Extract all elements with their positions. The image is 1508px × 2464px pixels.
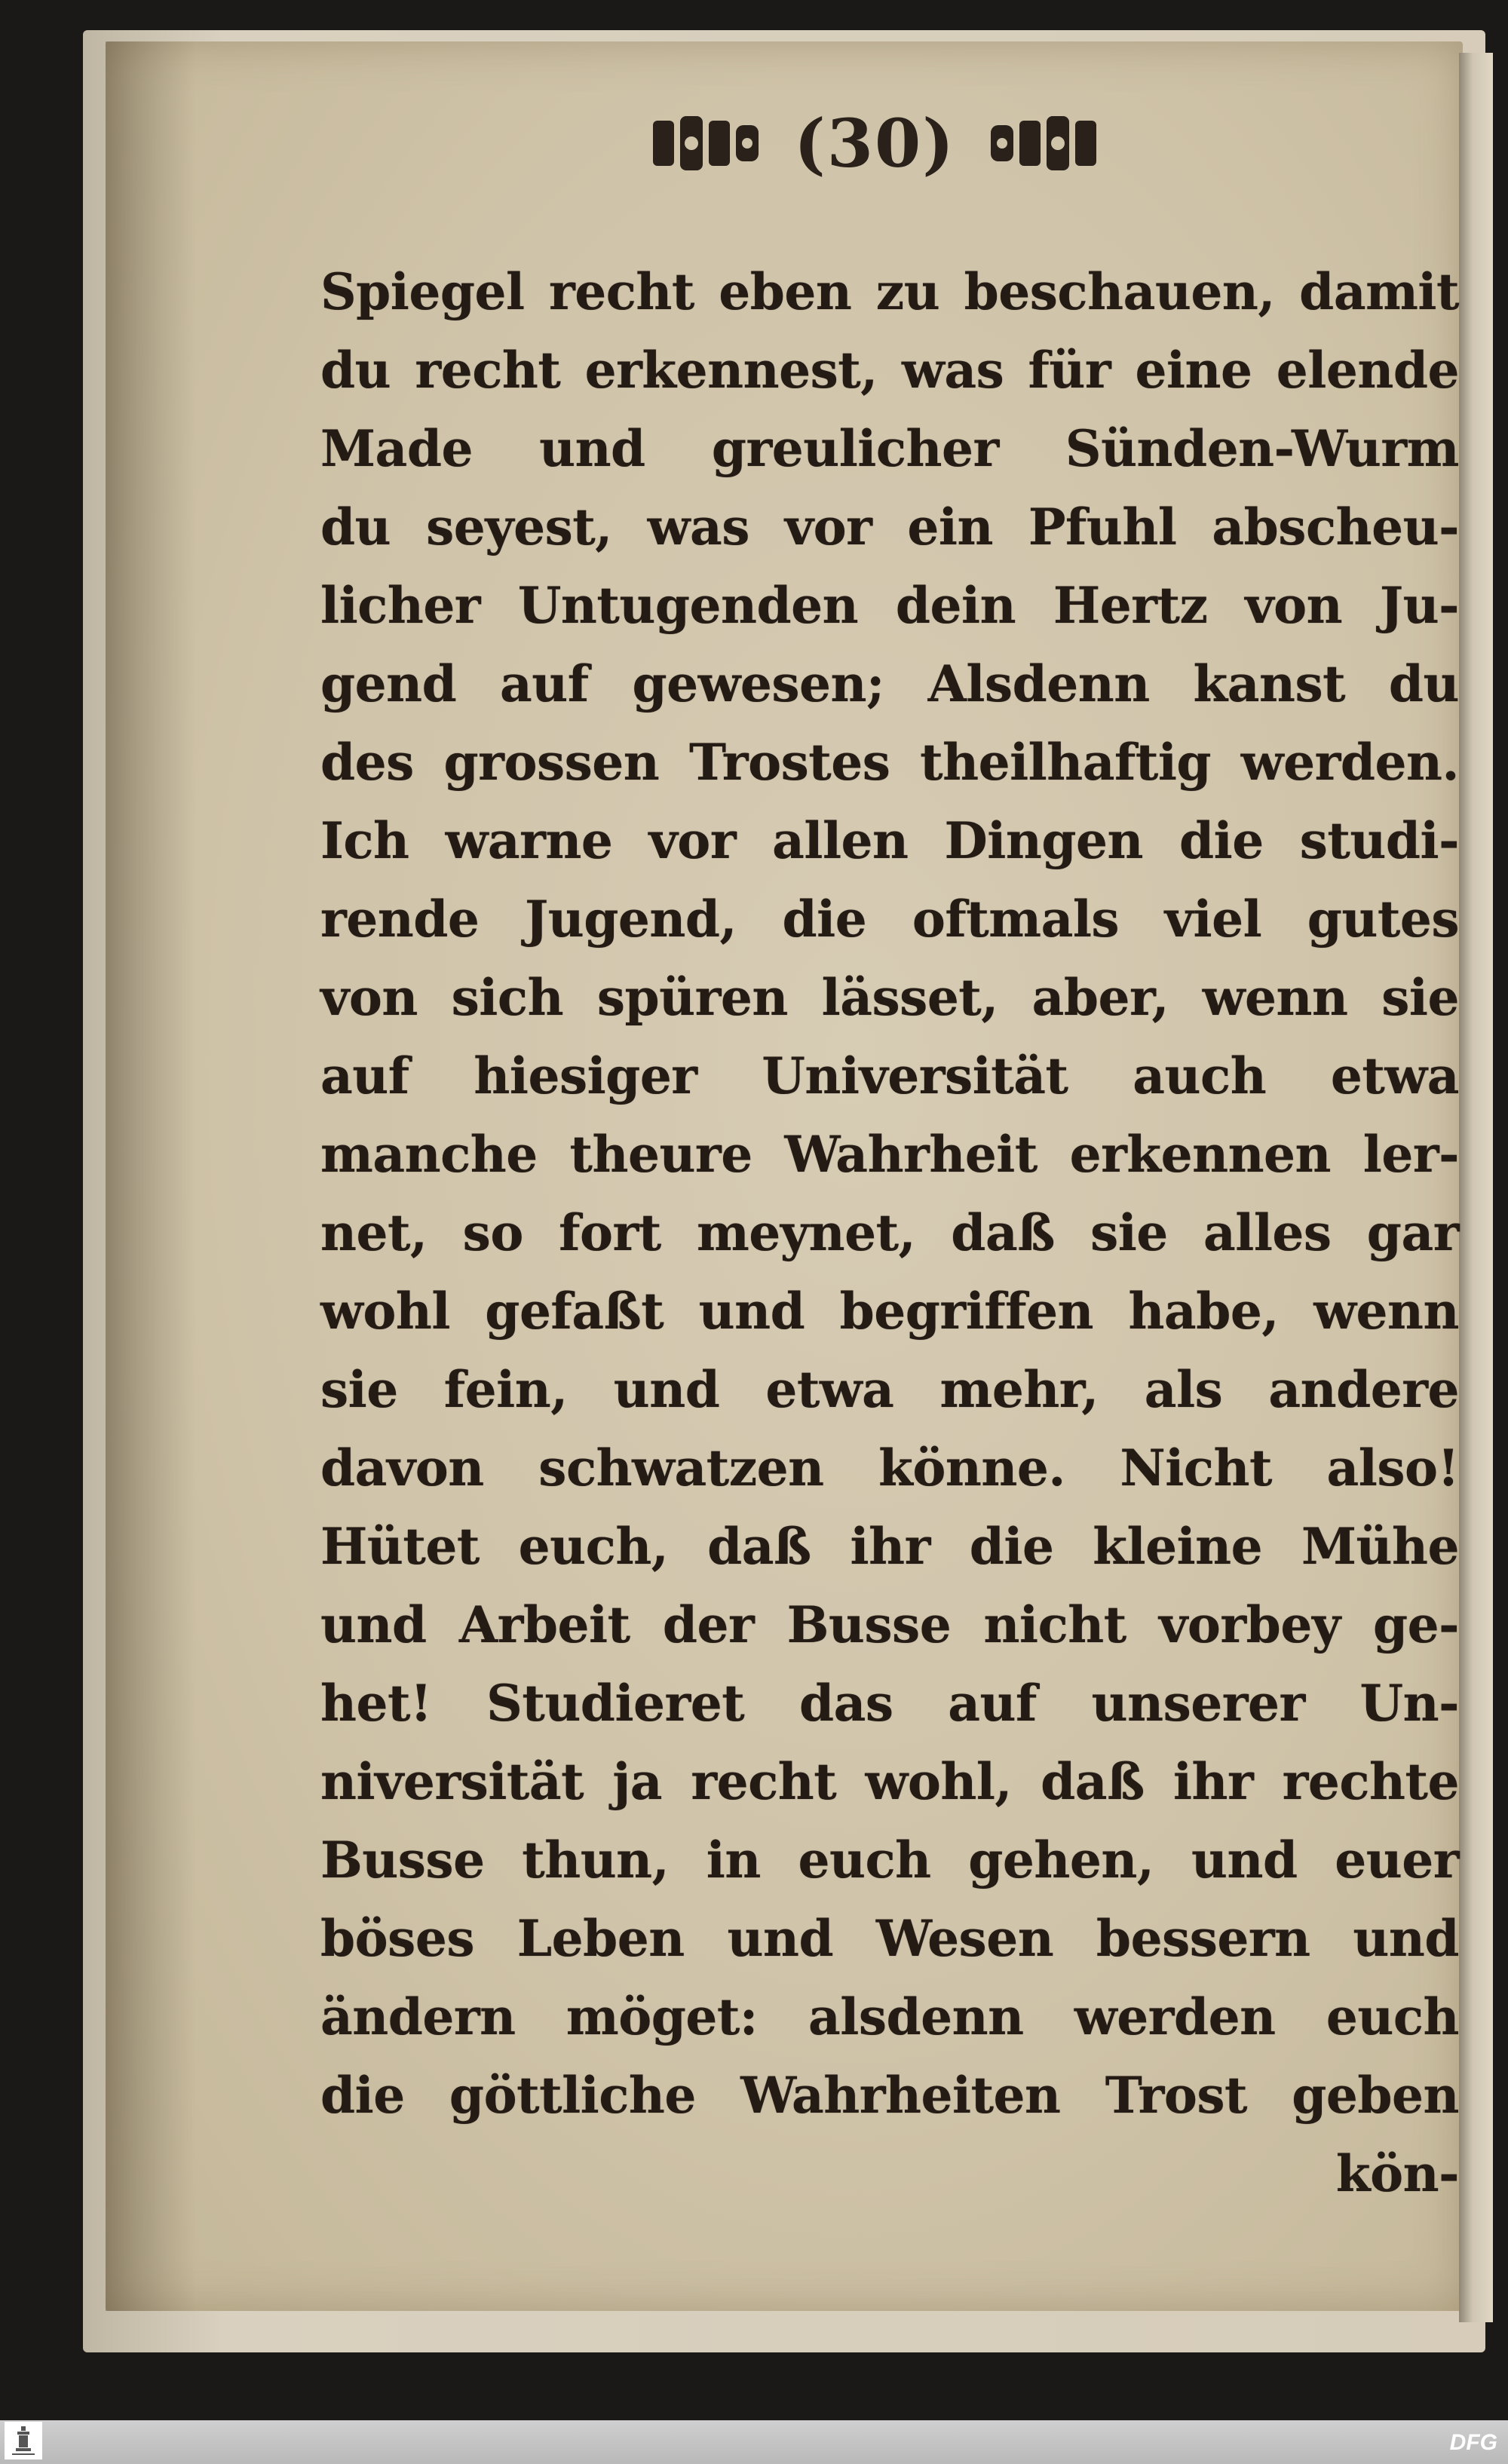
left-ornament-icon — [647, 113, 764, 173]
text-line: Hütet euch, daß ihr die kleine Mühe — [320, 1517, 1459, 1576]
text-line: Spiegel recht eben zu beschauen, damit — [320, 262, 1459, 321]
text-line: von sich spüren lässet, aber, wenn sie — [320, 968, 1459, 1027]
right-ornament-icon — [985, 113, 1102, 173]
library-logo-icon — [5, 2422, 42, 2459]
text-line: niversität ja recht wohl, daß ihr rechte — [320, 1752, 1459, 1811]
dfg-label: DFG — [1449, 2430, 1497, 2455]
text-line: Ich warne vor allen Dingen die studi- — [320, 811, 1459, 870]
text-line: licher Untugenden dein Hertz von Ju- — [320, 576, 1459, 635]
page-header — [588, 98, 1161, 188]
text-line: du recht erkennest, was für eine elende — [320, 341, 1459, 400]
text-line: böses Leben und Wesen bessern und — [320, 1909, 1459, 1968]
gutter-shadow — [106, 41, 196, 2311]
text-line: und Arbeit der Busse nicht vorbey ge- — [320, 1595, 1459, 1654]
text-line: rende Jugend, die oftmals viel gutes — [320, 890, 1459, 949]
text-line: wohl gefaßt und begriffen habe, wenn — [320, 1282, 1459, 1341]
text-line: davon schwatzen könne. Nicht also! — [320, 1439, 1459, 1497]
text-line: het! Studieret das auf unserer Un- — [320, 1674, 1459, 1733]
text-line: manche theure Wahrheit erkennen ler- — [320, 1125, 1459, 1184]
page-number: (30) — [794, 104, 955, 182]
text-line: Made und greulicher Sünden-Wurm — [320, 419, 1459, 478]
text-line: die göttliche Wahrheiten Trost geben — [320, 2066, 1459, 2125]
catchword: kön- — [1335, 2144, 1459, 2203]
text-line: Busse thun, in euch gehen, und euer — [320, 1831, 1459, 1889]
text-line: ändern möget: alsdenn werden euch — [320, 1987, 1459, 2046]
body-text — [320, 253, 1459, 2213]
text-line: gend auf gewesen; Alsdenn kanst du — [320, 654, 1459, 713]
text-line: des grossen Trostes theilhaftig werden. — [320, 733, 1459, 792]
text-line: auf hiesiger Universität auch etwa — [320, 1047, 1459, 1105]
text-line: sie fein, und etwa mehr, als andere — [320, 1360, 1459, 1419]
text-line: net, so fort meynet, daß sie alles gar — [320, 1203, 1459, 1262]
viewer-footer-bar — [0, 2420, 1508, 2464]
text-line: du seyest, was vor ein Pfuhl abscheu- — [320, 498, 1459, 556]
page-right-edge — [1459, 53, 1493, 2322]
